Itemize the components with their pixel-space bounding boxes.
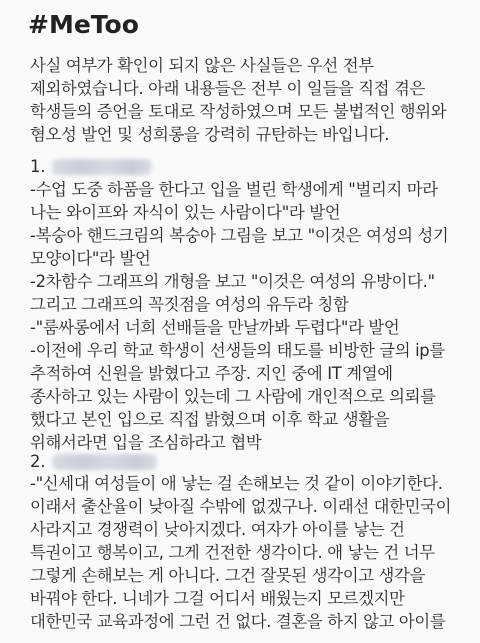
item-line: 나는 와이프와 자식이 있는 사람이다"라 발언 [30,203,341,222]
item-heading [30,450,157,474]
intro-line: 혐오성 발언 및 성희롱을 강력히 규탄하는 바입니다. [30,125,390,144]
item-line: 그렇게 손해보는 게 아니다. 그건 잘못된 생각이고 생각을 [30,566,425,585]
item-line: -"룸싸롱에서 너희 선배들을 만날까봐 두렵다"라 발언 [30,318,400,337]
item-number: 2. [30,452,46,471]
item-line: 대한민국 교육과정에 그런 건 없다. 결혼을 하지 않고 아이를 [30,612,446,631]
item-line: 특권이고 행복이고, 그게 건전한 생각이다. 애 낳는 건 너무 [30,543,435,562]
item-line: -복숭아 핸드크림의 복숭아 그림을 보고 "이것은 여성의 성기 [30,226,449,245]
intro-line: 제외하였습니다. 아래 내용들은 전부 이 일들을 직접 겪은 [30,79,425,98]
redacted-name [52,159,152,175]
item-line: -이전에 우리 학교 학생이 선생들의 태도를 비방한 글의 ip를 [30,341,445,360]
item-line: -2차함수 그래프의 개형을 보고 "이것은 여성의 유방이다." [30,272,435,291]
item-number: 1. [30,157,46,176]
item-line: 했다고 본인 입으로 직접 밝혔으며 이후 학교 생활을 [30,410,390,429]
item-line: 위해서라면 입을 조심하라고 협박 [30,433,262,452]
post-title: #MeToo [28,10,139,39]
item-heading [30,155,152,179]
item-line: 사라지고 경쟁력이 낮아지겠다. 여자가 아이를 낳는 건 [30,520,405,539]
item-line: 그리고 그래프의 꼭짓점을 여성의 유두라 칭함 [30,295,349,314]
item-line: -"신세대 여성들이 애 낳는 걸 손해보는 것 같이 이야기한다. [30,474,443,493]
item-line: -수업 도중 하품을 한다고 입을 벌린 학생에게 "벌리지 마라 [30,180,438,199]
item-line: 추적하여 신원을 밝혔다고 주장. 지인 중에 IT 계열에 [30,364,393,383]
item-line: 바꿔야 한다. 니네가 그걸 어디서 배웠는지 모르겠지만 [30,589,405,608]
item-line: 종사하고 있는 사람이 있는데 그 사람에 개인적으로 의뢰를 [30,387,436,406]
intro-line: 학생들의 증언을 토대로 작성하였으며 모든 불법적인 행위와 [30,102,447,121]
intro-line: 사실 여부가 확인이 되지 않은 사실들은 우선 전부 [30,56,374,75]
item-line: 이래서 출산율이 낮아질 수밖에 없겠구나. 이래선 대한민국이 [30,497,452,516]
redacted-name [52,454,157,470]
item-line: 모양이다"라 발언 [30,249,151,268]
